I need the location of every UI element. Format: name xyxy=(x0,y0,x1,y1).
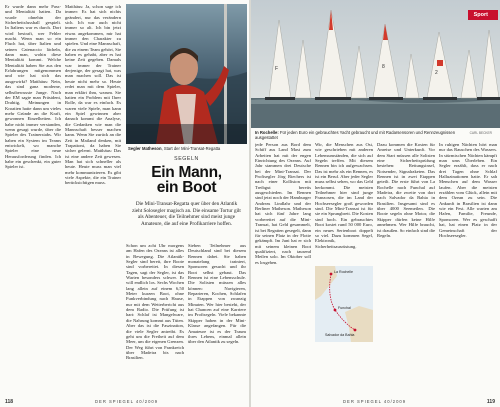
la-rochelle-marker xyxy=(330,273,333,276)
regatta-photo-caption: In Rochelle: Für jeden Euro ein gebrauchtes Yacht gebraucht und mit Radarsensoren und Rennzeugnissen ausgestattet xyxy=(255,130,456,140)
right-page-number: 119 xyxy=(486,399,495,405)
left-col-3: Schon um acht Uhr morgens am Hafen des Ozeans ist alles in Bewegung. Die Atlantik-Segler sind bereit, ihre Boote sind vorbereitet. In diesen Tagen, sagt der Segler, ist das Warten besonders schwer. Er will endlich los. Sechs Wochen lang allein auf einem 6,50 Meter kurzen Boot, ohne Funkverbindung nach Hause, nur mit dem Wetterbericht aus dem Radio. Die Prüfung ist hart: Schlaf ist Mangelware, die Nahrung kommt aus Tüten. Aber das ist die Faszination, die viele Segler antreibt. Es geht um die Freiheit auf dem Meer, um die eigenen Grenzen. Der Weg führt von Frankreich über Madeira bis nach Brasilien. xyxy=(126,243,184,361)
left-col-1: Er wurde dann mehr Pass- und Mentalität hatten. Da wurde ohnehin der Sicherheitsfussball gespielt. In Italiens war es durch. Dort wird bestraft, wer Fehler macht. Wenn man so ein Fluch hat, über Italien und seinen Catenaccio lächeln, dann man, wohin diese Mentalität kommt. Welche Mentalität haben Sie aus den Erfahrungen mitgenommen und wie hat sich das ausgewirkt? Matthäus: Nein, das sind ganz moderne, selbstbewusste Junge. Nach der EM sagte man Präsident, Drahtig, Meinungen in Kroatien hatte dann um vieles mehr Gründe an die Kraft, gewonnen Einzelheiten. Ich habe nicht immer verstanden, wenn gesagt wurde, über die Spieler des Trainerstabs. Wir haben ein System im Teams entwickelt, wo manche Spieler eine neue Herausforderung finden. Ich habe ein geschenkt, ein guter Spieler ist. xyxy=(5,4,61,170)
right-footer: DER SPIEGEL 40/2009 xyxy=(343,399,407,404)
left-page-number: 118 xyxy=(5,399,14,405)
sailor-photo xyxy=(126,4,247,144)
left-page xyxy=(0,0,249,407)
right-col-3: Dazu kommen die Kosten für Anreise und Unterkunft. Vor dem Start müssen alle Solisten eine Sicherheitsprüfung bestehen: Rettungsinsel, Notsender, Signalraketen. Das Rennen ist in zwei Etappen geteilt. Die erste führt von La Rochelle nach Funchal auf Madeira, die zweite von dort nach Salvador da Bahia in Brasilien. Insgesamt sind es über 4000 Seemeilen. Die Boote segeln ohne Motor, die Skipper dürfen keine Hilfe annehmen. Wer Hilfe braucht, ist draußen. So einfach sind die Regeln. xyxy=(377,142,435,238)
regatta-photo-image xyxy=(251,0,500,128)
svg-text:2: 2 xyxy=(435,70,438,76)
salvador-marker xyxy=(354,329,357,332)
svg-text:8: 8 xyxy=(382,64,385,70)
right-col-4: In ruhigen Nächten hört man nur das Rauschen des Wassers. In stürmischen Nächten kämpft man ums Überleben. Ein Segler erzählt, dass er nach drei Tagen ohne Schlaf Halluzinationen hatte. Er sah Menschen auf dem Wasser laufen. Aber die meisten erzählen vom Glück, allein mit dem Ozean zu sein. Die Ankunft in Brasilien ist dann wie ein Fest. Alle warten am Hafen, Familie, Freunde, Sponsoren. Wer es geschafft hat, hat einen Platz in der Gemeinschaft der Hochseesegler. xyxy=(439,142,497,238)
map-label-funchal: Funchal xyxy=(338,306,351,310)
svg-text:F: F xyxy=(275,66,279,72)
photo-credit: CARL BECKER xyxy=(469,131,492,135)
map-label-salvador: Salvador da Bahia xyxy=(325,333,355,337)
map-label-la-rochelle: La Rochelle xyxy=(334,270,353,274)
regatta-photo xyxy=(251,0,500,128)
headline-line-1: Ein Mann, xyxy=(151,164,222,181)
right-page xyxy=(251,0,500,407)
sailor-photo-image xyxy=(126,4,247,144)
article-headline xyxy=(126,165,247,195)
right-col-2: Wir, die Menschen aus Ost, wie geschrieben mit anderen Lebensumständen, die sich auf Segeln treffen. Mit diesem Rennen bin ich aufgewachsen. Das ist mehr als ein Rennen, es ist ein Beruf. Aber jeder Segler muss selbst sehen, wo das Geld herkommt. Die meisten Teilnehmer hier sind junge Franzosen, die im Land der Hochseesegler groß geworden sind. Die Mini-Transat ist für sie ein Sprungbrett. Die Kosten sind hoch. Ein gebrauchtes Boot kostet rund 50 000 Euro, ein neues Serienboot doppelt so viel. Dazu kommen Segel, Elektronik, Sicherheitsausrüstung. xyxy=(315,142,373,249)
route-map xyxy=(315,266,373,342)
right-col-1: jede Person aus Bord dem Schiff aus Land Mast zum Arbeiten hat mit der engen Einrichtung des Ozeans. Auf Jahr stammen drei Deutsche bei der Mini-Transat. Der Profisegler Jörg Riechers ist nach einer Kollision mit Treibgut bereits ausgeschieden. Im Rennen sind jetzt noch der Hamburger Andreas Lindlahr und der Berliner Matheson. Matheson hat sich fünf Jahre lang vorbereitet auf die Mini-Transat, hat Geld gesammelt, ist bei Regatten gesegelt, dann für seinen Platz in der Flotte gekämpft. Im Juni hat er sich mit seinem kleinen Boot qualifiziert, nach tausend Meilen solo. Im Oktober soll es losgehen. xyxy=(255,142,311,265)
article-lede: Die Mini-Transat-Regatta quer über den Atlantik zieht Solosegler magisch an. Die einsame Tortur gilt als Abenteuer, die Teilnehmer sind meist junge Amateure, die auf eine Profikarriere hoffen. xyxy=(132,201,241,227)
funchal-marker xyxy=(334,309,337,312)
left-footer: DER SPIEGEL 40/2009 xyxy=(95,399,159,404)
section-kicker: SEGELN xyxy=(174,156,199,162)
sailor-photo-caption: Segler Matheson, Start der Mini-Transat-Regatta xyxy=(128,146,221,151)
left-col-2: Matthäus: Ja, schon sage ich immer: Es hat sich nichts geändert, nur das verändern sich. Ich war auch nicht immer so alt. Ich bin jetzt etwas angekommen, mir hat immer den Charakter zu spielen. Und eine Mannschaft, die zu einem Team gehört, Sie haben es gehabt, aber es hat keine Zeit gegeben. Damals war immer der Trainer derjenige, der gesagt hat, was man machen soll. Das ist heute nicht mehr so. Heute redet man mit dem Spieler, man erklärt ihm, warum. Sie hatten ein Problem mit Ihrer Rolle, da war es einfach. Es waren viele Spiele, man kann ein Spiel gewinnen aber danach kommt die Analyse, die Gedanken wie man die Mannschaft besser machen kann. Wenn Sie zurück an die Zeit in Mailand denken, mit Trapattoni, da haben Sie sicher gelernt. Matthäus: Das ist eine andere Zeit gewesen. Man hat sich schneller als heute. Heute muss man viel mehr kommunizieren. Es gibt viele Aspekte, die ein Trainer berücksichtigen muss. xyxy=(65,4,121,186)
route-map-graphic xyxy=(315,266,373,342)
headline-line-2: ein Boot xyxy=(156,179,217,196)
left-col-4: Sieben Teilnehmer aus Deutschland sind bei diesem Rennen dabei. Sie haben monatelang trainiert, Sponsoren gesucht und ihr Boot selbst gebaut. Das Rennen ist eine Lebensschule. Die Solisten müssen alles können: Navigieren, Reparieren, Kochen, Schlafen in Etappen von zwanzig Minuten. Wer hier besteht, der hat Chancen auf eine Karriere im Profisegeln. Viele bekannte Skipper haben in der Mini-Klasse angefangen. Für die Amateure ist es der Traum ihres Lebens, einmal allein über den Atlantik zu segeln. xyxy=(188,243,246,345)
section-tag-sport: Sport xyxy=(468,10,498,20)
